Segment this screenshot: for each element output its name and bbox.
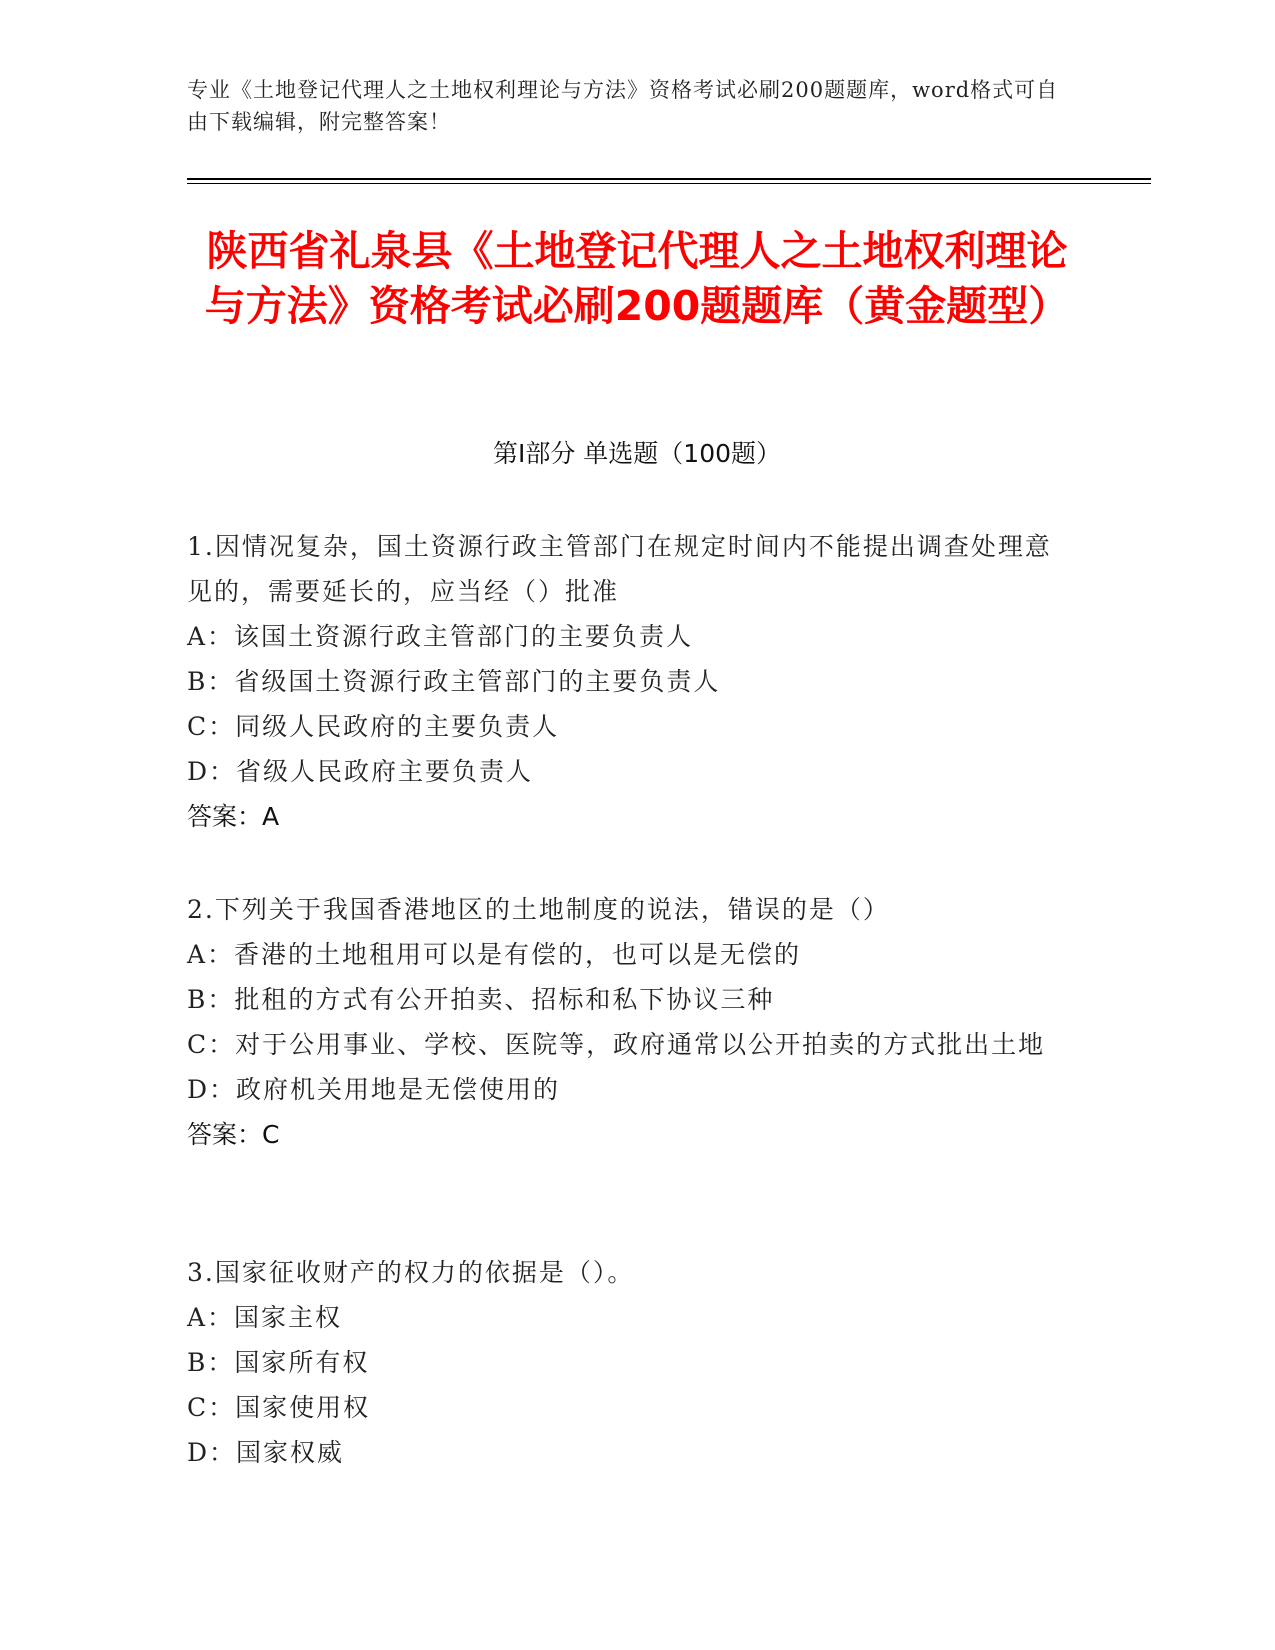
option-b: B：省级国土资源行政主管部门的主要负责人 xyxy=(187,667,721,696)
question-stem: 2.下列关于我国香港地区的土地制度的说法，错误的是（） xyxy=(187,895,890,924)
option-c: C：同级人民政府的主要负责人 xyxy=(187,712,560,741)
answer-text: 答案：A xyxy=(187,802,280,831)
section-heading: 第Ⅰ部分 单选题（100题） xyxy=(492,439,782,468)
question-stem: 3.国家征收财产的权力的依据是（）。 xyxy=(187,1258,635,1287)
header-divider-thin xyxy=(187,183,1151,184)
header-divider-thick xyxy=(187,178,1151,180)
option-d: D：政府机关用地是无偿使用的 xyxy=(187,1075,561,1104)
document-title: 陕西省礼泉县《土地登记代理人之土地权利理论与方法》资格考试必刷200题题库（黄金题型） xyxy=(204,227,1070,330)
option-a: A：国家主权 xyxy=(187,1303,343,1332)
option-b: B：批租的方式有公开拍卖、招标和私下协议三种 xyxy=(187,985,775,1014)
option-a: A：该国土资源行政主管部门的主要负责人 xyxy=(187,622,694,651)
option-c: C：对于公用事业、学校、医院等，政府通常以公开拍卖的方式批出土地 xyxy=(187,1030,1046,1059)
question-3 xyxy=(187,1250,1067,1475)
option-d: D：国家权威 xyxy=(187,1438,345,1467)
question-2 xyxy=(187,887,1067,1157)
option-b: B：国家所有权 xyxy=(187,1348,370,1377)
answer-text: 答案：C xyxy=(187,1120,280,1149)
question-1 xyxy=(187,524,1067,839)
header-note: 专业《土地登记代理人之土地权利理论与方法》资格考试必刷200题题库，word格式可自由下载编辑，附完整答案！ xyxy=(187,78,1059,134)
option-a: A：香港的土地租用可以是有偿的，也可以是无偿的 xyxy=(187,940,802,969)
option-c: C：国家使用权 xyxy=(187,1393,371,1422)
question-stem: 1.因情况复杂，国土资源行政主管部门在规定时间内不能提出调查处理意见的，需要延长的，应当经（）批准 xyxy=(187,532,1052,606)
option-d: D：省级人民政府主要负责人 xyxy=(187,757,534,786)
